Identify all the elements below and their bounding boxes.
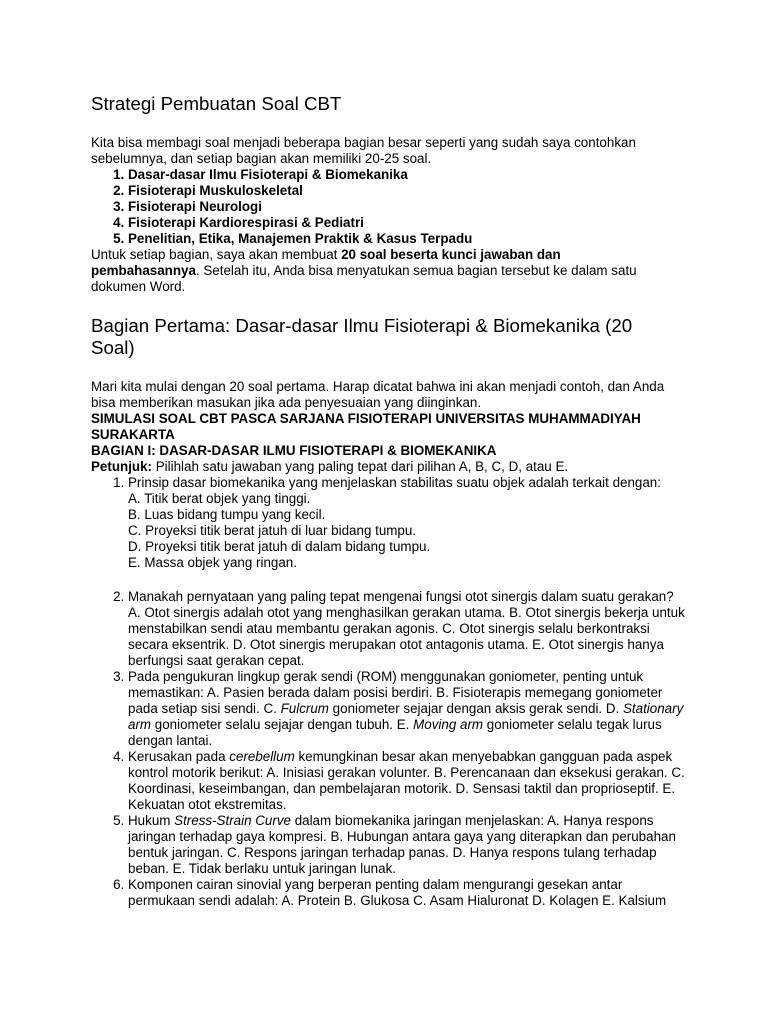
answer-option: C. Proyeksi titik berat jatuh di luar bidang tumpu.	[128, 523, 417, 538]
question-item: 3. Pada pengukuran lingkup gerak sendi (ROM) menggunakan goniometer, penting untuk memastikan: A. Pasien berada dalam posisi berdiri. B. Fisioterapis memegang goniometer pada setiap sisi sendi. C. Fulcrum goniometer sejajar dengan aksis gerak sendi. D. Stationary arm goniometer selalu sejajar dengan tubuh. E. Moving arm goniometer selalu tegak lurus dengan lantai.	[128, 669, 688, 749]
list-item: 3. Fisioterapi Neurologi	[128, 199, 691, 215]
section-intro: Mari kita mulai dengan 20 soal pertama. Harap dicatat bahwa ini akan menjadi contoh, dan Anda bisa memberikan masukan jika ada penyesuaian yang diinginkan.	[91, 379, 665, 410]
answer-option: D. Proyeksi titik berat jatuh di dalam bidang tumpu.	[128, 539, 431, 554]
list-item: 2. Fisioterapi Muskuloskeletal	[128, 183, 691, 199]
answer-options	[128, 491, 688, 571]
answer-option: E. Massa objek yang ringan.	[128, 555, 297, 570]
question-item: 6. Komponen cairan sinovial yang berperan penting dalam mengurangi gesekan antar permukaan sendi adalah: A. Protein B. Glukosa C. Asam Hialuronat D. Kolagen E. Kalsium	[128, 877, 688, 909]
question-item: 2. Manakah pernyataan yang paling tepat mengenai fungsi otot sinergis dalam suatu gerakan? A. Otot sinergis adalah otot yang menghasilkan gerakan utama. B. Otot sinergis bekerja untuk menstabilkan sendi atau membantu gerakan agonis. C. Otot sinergis selalu berkontraksi secara eksentrik. D. Otot sinergis merupakan otot antagonis utama. E. Otot sinergis hanya berfungsi saat gerakan cepat.	[128, 589, 688, 669]
parts-list	[91, 167, 691, 247]
question-item: 4. Kerusakan pada cerebellum kemungkinan besar akan menyebabkan gangguan pada aspek kontrol motorik berikut: A. Inisiasi gerakan volunter. B. Perencanaan dan eksekusi gerakan. C. Koordinasi, keseimbangan, dan pembelajaran motorik. D. Sensasi taktil dan proprioseptif. E. Kekuatan otot ekstremitas.	[128, 749, 688, 813]
part-title: BAGIAN I: DASAR-DASAR ILMU FISIOTERAPI & BIOMEKANIKA	[91, 443, 497, 458]
answer-option: A. Titik berat objek yang tinggi.	[128, 491, 311, 506]
instruction: Petunjuk: Pilihlah satu jawaban yang paling tepat dari pilihan A, B, C, D, atau E.	[91, 459, 569, 474]
after-parts-paragraph: Untuk setiap bagian, saya akan membuat 20 soal beserta kunci jawaban dan pembahasannya. Setelah itu, Anda bisa menyatukan semua bagian tersebut ke dalam satu dokumen Word.	[91, 247, 637, 294]
document-title: Strategi Pembuatan Soal CBT	[91, 93, 342, 114]
document-content	[91, 93, 691, 909]
list-item: 5. Penelitian, Etika, Manajemen Praktik & Kasus Terpadu	[128, 231, 691, 247]
question-item: 5. Hukum Stress-Strain Curve dalam biomekanika jaringan menjelaskan: A. Hanya respons jaringan terhadap gaya kompresi. B. Hubungan antara gaya yang diterapkan dan perubahan bentuk jaringan. C. Respons jaringan terhadap panas. D. Hanya respons tulang terhadap beban. E. Tidak berlaku untuk jaringan lunak.	[128, 813, 688, 877]
intro-paragraph: Kita bisa membagi soal menjadi beberapa bagian besar seperti yang sudah saya contohkan sebelumnya, dan setiap bagian akan memiliki 20-25 soal.	[91, 135, 636, 166]
question-list	[91, 475, 688, 909]
answer-option: B. Luas bidang tumpu yang kecil.	[128, 507, 326, 522]
list-item: 4. Fisioterapi Kardiorespirasi & Pediatri	[128, 215, 691, 231]
simulation-title: SIMULASI SOAL CBT PASCA SARJANA FISIOTERAPI UNIVERSITAS MUHAMMADIYAH SURAKARTA	[91, 411, 641, 442]
section-title: Bagian Pertama: Dasar-dasar Ilmu Fisioterapi & Biomekanika (20 Soal)	[91, 315, 633, 358]
question-item: 1. Prinsip dasar biomekanika yang menjelaskan stabilitas suatu objek adalah terkait dengan: A. Titik berat objek yang tinggi. B. Luas bidang tumpu yang kecil. C. Proyeksi titik berat jatuh di luar bidang tumpu. D. Proyeksi titik berat jatuh di dalam bidang tumpu. E. Massa objek yang ringan.	[128, 475, 688, 589]
list-item: 1. Dasar-dasar Ilmu Fisioterapi & Biomekanika	[128, 167, 691, 183]
